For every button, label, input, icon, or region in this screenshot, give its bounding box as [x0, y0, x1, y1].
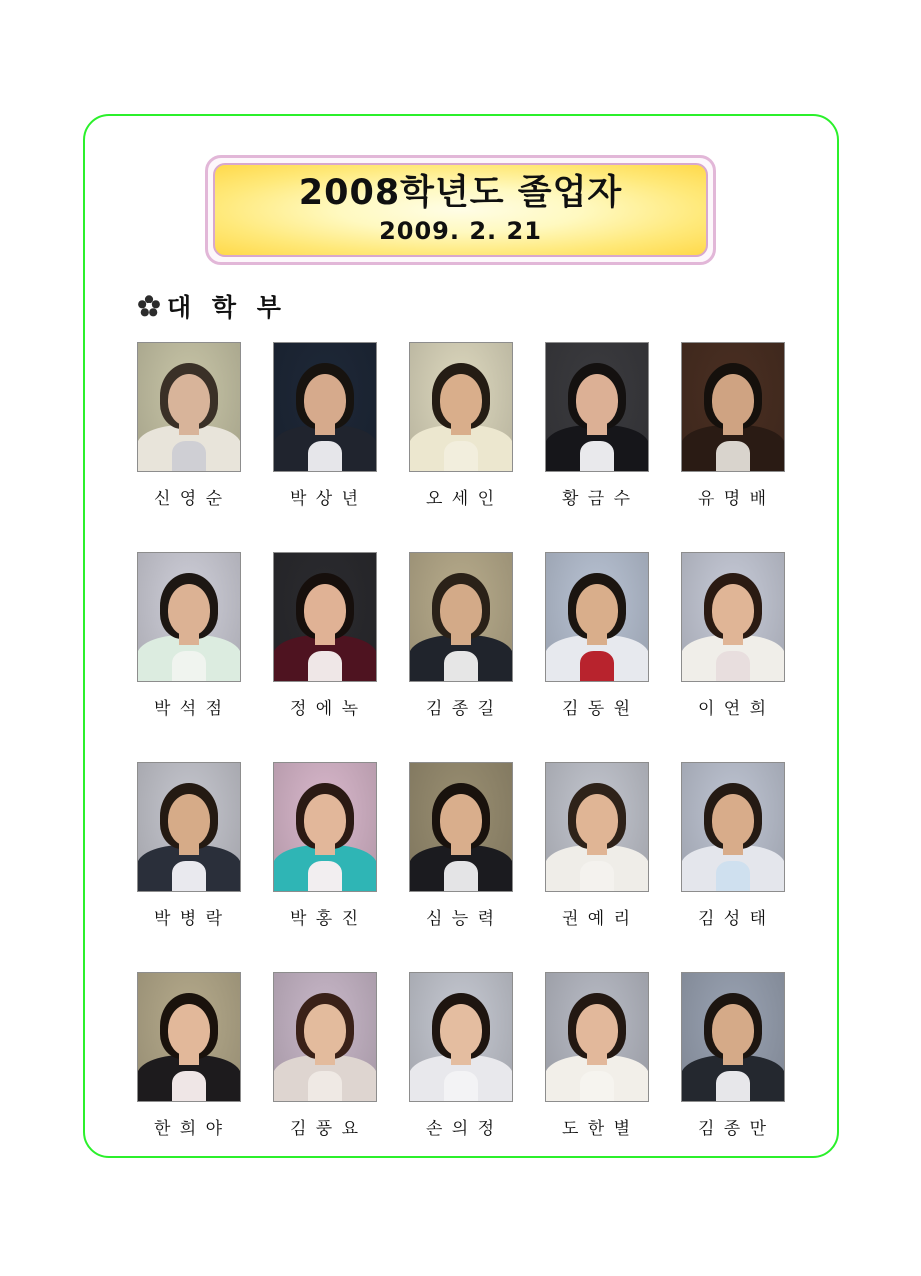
graduate-name: 김 성 태	[697, 909, 769, 929]
portrait-photo	[545, 762, 649, 892]
portrait-collar	[308, 861, 342, 891]
page-title: 2008학년도 졸업자	[298, 172, 623, 213]
graduates-row	[137, 762, 785, 929]
portrait-neck	[315, 627, 335, 645]
graduates-row	[137, 972, 785, 1139]
portrait-photo	[409, 972, 513, 1102]
portrait-neck	[451, 1047, 471, 1065]
graduate-cell	[409, 342, 513, 509]
portrait-neck	[451, 837, 471, 855]
graduate-name: 오 세 인	[425, 489, 497, 509]
portrait-photo	[137, 762, 241, 892]
graduate-name: 한 희 야	[153, 1119, 225, 1139]
portrait-collar	[444, 651, 478, 681]
portrait-neck	[179, 837, 199, 855]
portrait-photo	[681, 972, 785, 1102]
portrait-collar	[172, 1071, 206, 1101]
graduate-cell	[681, 972, 785, 1139]
portrait-photo	[409, 342, 513, 472]
graduate-cell	[137, 972, 241, 1139]
portrait-photo	[545, 552, 649, 682]
graduate-name: 김 동 원	[561, 699, 633, 719]
portrait-neck	[451, 627, 471, 645]
portrait-collar	[444, 441, 478, 471]
graduate-name: 도 한 별	[561, 1119, 633, 1139]
graduate-name: 박 홍 진	[289, 909, 361, 929]
title-banner	[205, 155, 716, 265]
graduates-row	[137, 342, 785, 509]
portrait-photo	[409, 762, 513, 892]
portrait-photo	[273, 762, 377, 892]
graduate-cell	[681, 552, 785, 719]
graduate-cell	[273, 552, 377, 719]
graduate-cell	[409, 762, 513, 929]
portrait-photo	[273, 552, 377, 682]
portrait-neck	[587, 837, 607, 855]
graduate-name: 정 에 녹	[289, 699, 361, 719]
graduation-date: 2009. 2. 21	[379, 217, 542, 246]
portrait-neck	[723, 1047, 743, 1065]
portrait-photo	[137, 972, 241, 1102]
portrait-neck	[723, 627, 743, 645]
flower-icon	[137, 294, 161, 318]
graduate-cell	[273, 762, 377, 929]
portrait-photo	[409, 552, 513, 682]
graduate-cell	[545, 972, 649, 1139]
portrait-neck	[587, 417, 607, 435]
portrait-photo	[545, 342, 649, 472]
portrait-photo	[545, 972, 649, 1102]
graduate-name: 손 의 정	[425, 1119, 497, 1139]
portrait-neck	[179, 627, 199, 645]
portrait-photo	[137, 552, 241, 682]
portrait-neck	[179, 417, 199, 435]
portrait-collar	[172, 651, 206, 681]
portrait-collar	[580, 1071, 614, 1101]
portrait-collar	[308, 1071, 342, 1101]
portrait-neck	[315, 837, 335, 855]
graduate-cell	[409, 552, 513, 719]
portrait-neck	[451, 417, 471, 435]
graduate-cell	[273, 342, 377, 509]
portrait-collar	[308, 441, 342, 471]
portrait-collar	[716, 861, 750, 891]
graduate-name: 이 연 희	[697, 699, 769, 719]
graduate-name: 김 종 만	[697, 1119, 769, 1139]
section-label: 대 학 부	[167, 293, 287, 322]
portrait-collar	[444, 1071, 478, 1101]
graduate-name: 박 석 점	[153, 699, 225, 719]
portrait-collar	[580, 861, 614, 891]
portrait-photo	[681, 342, 785, 472]
graduate-name: 심 능 력	[425, 909, 497, 929]
portrait-neck	[723, 417, 743, 435]
portrait-collar	[580, 651, 614, 681]
graduates-row	[137, 552, 785, 719]
portrait-collar	[716, 441, 750, 471]
graduate-cell	[545, 552, 649, 719]
graduate-cell	[545, 342, 649, 509]
portrait-neck	[587, 1047, 607, 1065]
portrait-neck	[723, 837, 743, 855]
graduate-cell	[137, 762, 241, 929]
graduate-cell	[273, 972, 377, 1139]
graduate-name: 유 명 배	[697, 489, 769, 509]
title-banner-inner	[213, 163, 708, 257]
graduates-grid	[137, 342, 785, 1139]
portrait-neck	[315, 417, 335, 435]
graduate-name: 김 종 길	[425, 699, 497, 719]
portrait-collar	[444, 861, 478, 891]
portrait-neck	[315, 1047, 335, 1065]
portrait-collar	[716, 1071, 750, 1101]
graduate-name: 박 병 락	[153, 909, 225, 929]
portrait-photo	[681, 762, 785, 892]
graduate-cell	[137, 342, 241, 509]
portrait-photo	[681, 552, 785, 682]
graduate-name: 황 금 수	[561, 489, 633, 509]
portrait-neck	[179, 1047, 199, 1065]
graduate-cell	[681, 762, 785, 929]
portrait-collar	[172, 861, 206, 891]
portrait-collar	[716, 651, 750, 681]
graduate-cell	[409, 972, 513, 1139]
graduate-name: 권 예 리	[561, 909, 633, 929]
graduate-name: 박 상 년	[289, 489, 361, 509]
graduate-name: 신 영 순	[153, 489, 225, 509]
graduate-cell	[137, 552, 241, 719]
graduate-name: 김 풍 요	[289, 1119, 361, 1139]
graduate-cell	[545, 762, 649, 929]
section-heading	[137, 288, 287, 324]
graduate-cell	[681, 342, 785, 509]
portrait-neck	[587, 627, 607, 645]
portrait-collar	[580, 441, 614, 471]
portrait-collar	[308, 651, 342, 681]
portrait-photo	[273, 342, 377, 472]
portrait-collar	[172, 441, 206, 471]
portrait-photo	[137, 342, 241, 472]
portrait-photo	[273, 972, 377, 1102]
